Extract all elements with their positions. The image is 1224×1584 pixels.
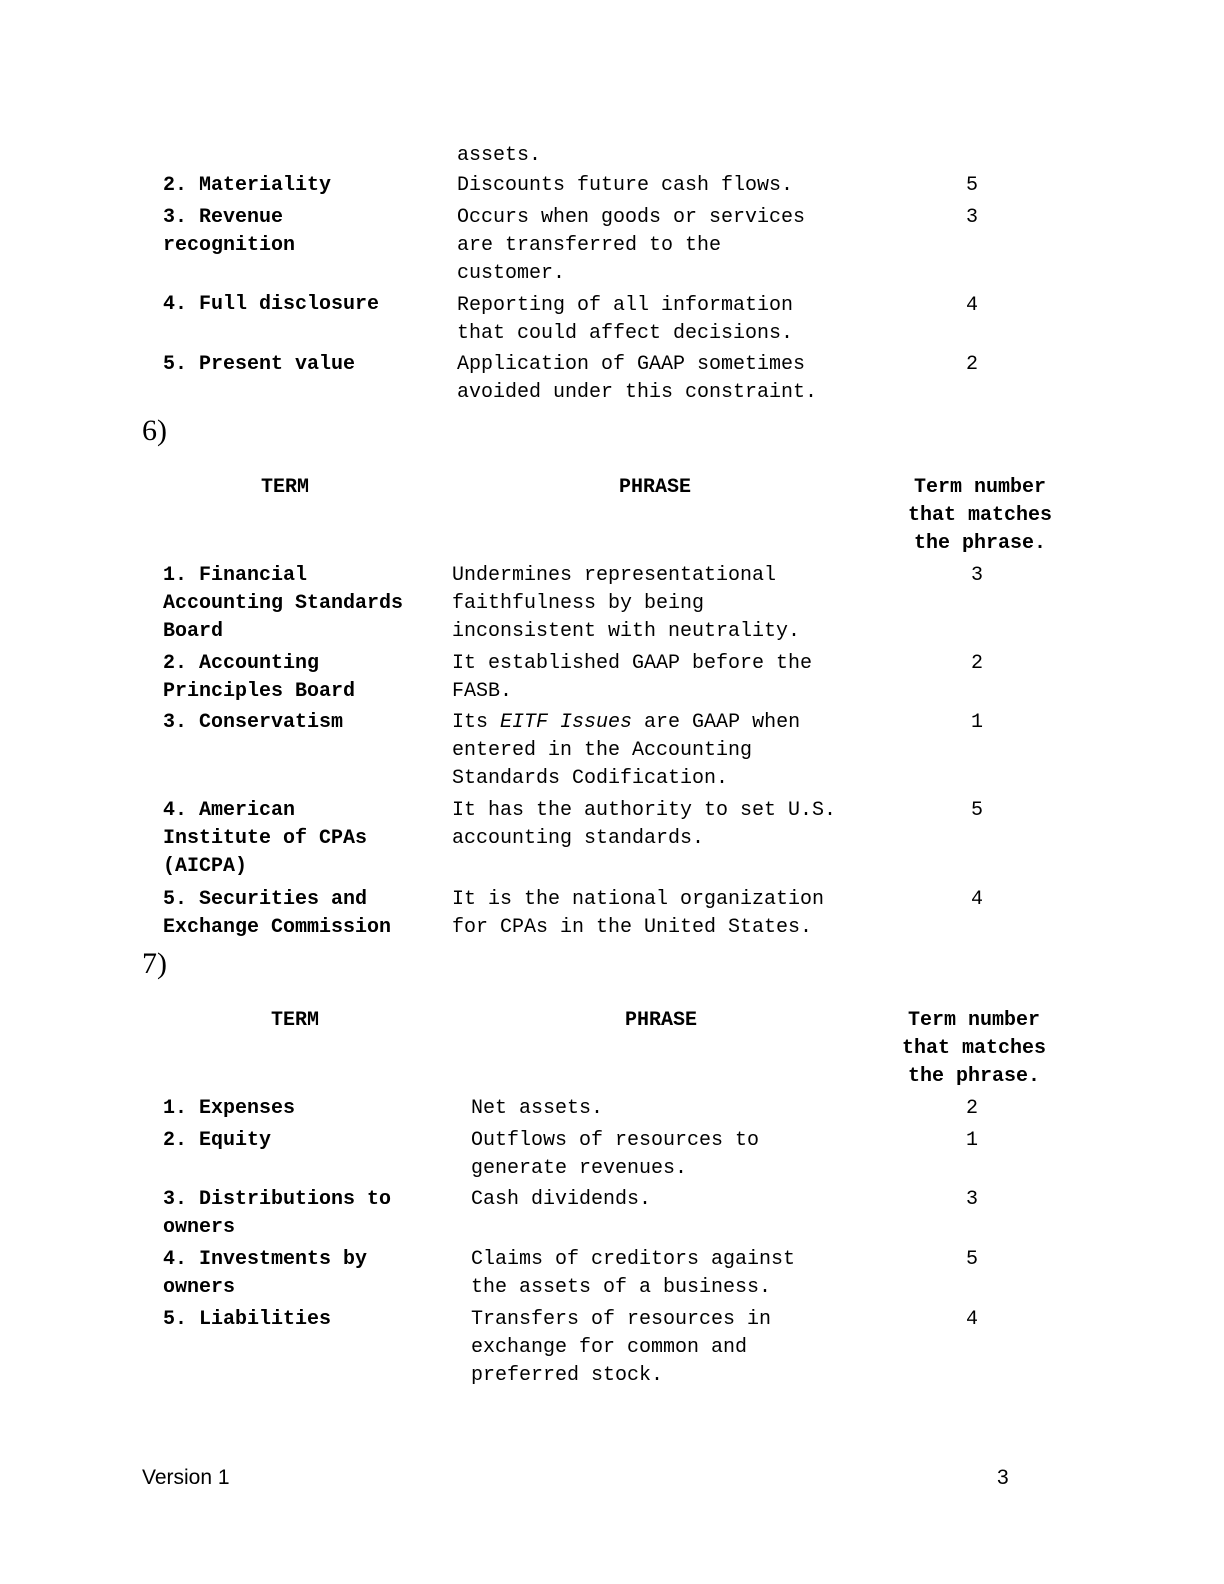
phrase-cell: Reporting of all information that could affect decisions. [457,294,794,345]
term-cell: 3. Conservatism [163,711,344,734]
term-cell: 5. Securities and Exchange Commission [163,888,392,939]
header-term: TERM [260,476,309,499]
term-cell: 2. Accounting Principles Board [163,652,356,703]
answer-cell: 3 [965,206,978,229]
answer-cell: 5 [965,1248,978,1271]
phrase-cell: It established GAAP before the FASB. [452,652,813,703]
answer-cell: 4 [965,1308,978,1331]
term-cell: 5. Liabilities [163,1308,332,1331]
term-cell: 3. Distributions to owners [163,1188,392,1239]
answer-cell: 1 [965,1129,978,1152]
header-answer: Term number that matches the phrase. [901,1009,1047,1088]
phrase-cell: Transfers of resources in exchange for common and preferred stock. [471,1308,772,1387]
answer-cell: 2 [970,652,983,675]
term-cell: 1. Financial Accounting Standards Board [163,564,404,643]
term-cell: 4. American Institute of CPAs (AICPA) [163,799,368,878]
header-term: TERM [270,1009,319,1032]
phrase-cell: Undermines representational faithfulness by being inconsistent with neutrality. [452,564,801,643]
phrase-cell: Net assets. [471,1097,604,1120]
header-answer: Term number that matches the phrase. [907,476,1053,555]
answer-cell: 1 [970,711,983,734]
phrase-cell: Discounts future cash flows. [457,174,794,197]
question-number: 6) [142,414,167,447]
answer-cell: 4 [965,294,978,317]
header-phrase: PHRASE [624,1009,697,1032]
term-cell: 4. Investments by owners [163,1248,368,1299]
continuation-leading-phrase: assets. [457,144,542,167]
answer-cell: 5 [970,799,983,822]
term-cell: 4. Full disclosure [163,293,380,316]
answer-cell: 2 [965,353,978,376]
phrase-cell: Outflows of resources to generate revenues. [471,1129,760,1180]
phrase-cell: It is the national organization for CPAs in the United States. [452,888,825,939]
phrase-cell: Occurs when goods or services are transferred to the customer. [457,206,806,285]
term-cell: 1. Expenses [163,1097,296,1120]
page-number: 3 [997,1466,1009,1489]
answer-cell: 4 [970,888,983,911]
phrase-cell: Cash dividends. [471,1188,652,1211]
header-phrase: PHRASE [618,476,691,499]
phrase-cell: Claims of creditors against the assets of a business. [471,1248,796,1299]
term-cell: 3. Revenue recognition [163,206,296,257]
answer-cell: 5 [965,174,978,197]
phrase-cell: It has the authority to set U.S. accounting standards. [452,799,837,850]
answer-cell: 3 [965,1188,978,1211]
question-number: 7) [142,947,167,980]
term-cell: 2. Equity [163,1129,272,1152]
term-cell: 2. Materiality [163,174,332,197]
term-cell: 5. Present value [163,353,356,376]
answer-cell: 3 [970,564,983,587]
footer-version: Version 1 [142,1466,230,1489]
phrase-cell: Its EITF Issues are GAAP when entered in the Accounting Standards Codification. [452,711,801,790]
phrase-cell: Application of GAAP sometimes avoided under this constraint. [457,353,818,404]
answer-cell: 2 [965,1097,978,1120]
